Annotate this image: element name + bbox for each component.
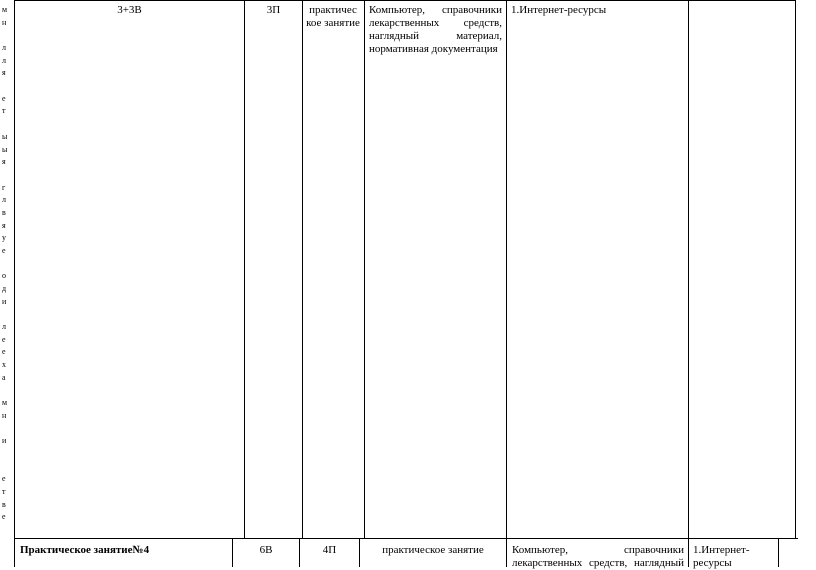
col-line-2 [244, 0, 245, 538]
col-line-5 [506, 0, 507, 538]
vertical-char: е [2, 245, 6, 255]
col-line-r2-4 [506, 538, 507, 567]
top-border [14, 0, 796, 1]
vertical-char: н [2, 410, 7, 420]
vertical-char: и [2, 296, 7, 306]
vertical-char: я [2, 68, 6, 78]
row2-hours-code: 6В [259, 544, 273, 556]
vertical-char: е [2, 512, 6, 522]
vertical-char: л [2, 43, 6, 53]
vertical-char: х [2, 360, 6, 370]
vertical-char: ы [2, 144, 8, 154]
vertical-char: т [2, 106, 6, 116]
row2-type-code: 4П [322, 544, 337, 556]
vertical-char: л [2, 322, 6, 332]
row1-hours-code: 3+3В [117, 4, 142, 16]
vertical-char: е [2, 93, 6, 103]
vertical-char: я [2, 157, 6, 167]
col-line-6 [688, 0, 689, 538]
row2-form: практическое занятие [382, 544, 484, 556]
vertical-char: е [2, 334, 6, 344]
vertical-char: м [2, 398, 8, 408]
row1-form: практичес кое занятие [306, 4, 360, 29]
col-line-4 [364, 0, 365, 538]
row1-sources: 1.Интернет-ресурсы [511, 4, 607, 16]
vertical-char: ы [2, 131, 8, 141]
row2-title: Практическое занятие№4 [20, 544, 150, 556]
vertical-char: а [2, 372, 6, 382]
row2-sources: 1.Интернет- ресурсы [693, 544, 750, 569]
vertical-char: о [2, 271, 6, 281]
vertical-char: я [2, 220, 6, 230]
vertical-char: в [2, 207, 6, 217]
vertical-char: н [2, 17, 7, 27]
vertical-char: т [2, 486, 6, 496]
vertical-char: е [2, 474, 6, 484]
vertical-char: е [2, 347, 6, 357]
col-line-r2-6 [778, 538, 779, 567]
col-line-7 [795, 0, 796, 538]
vertical-char: г [2, 182, 6, 192]
vertical-char: в [2, 499, 6, 509]
row-divider [14, 538, 798, 539]
col-line-r2-5 [688, 538, 689, 567]
vertical-char: д [2, 284, 7, 294]
row2-equipment: Компьютер, справочники лекарственных средств, наглядный [512, 544, 684, 569]
vertical-char: и [2, 436, 7, 446]
row1-type-code: 3П [266, 4, 281, 16]
row1-equipment: Компьютер, справочники лекарственных средств, наглядный материал, нормативная документация [369, 4, 502, 55]
col-line-1 [14, 0, 15, 567]
vertical-char: л [2, 195, 6, 205]
vertical-char: м [2, 5, 8, 14]
vertical-char: у [2, 233, 6, 243]
col-line-3 [302, 0, 303, 538]
vertical-char: л [2, 55, 6, 65]
